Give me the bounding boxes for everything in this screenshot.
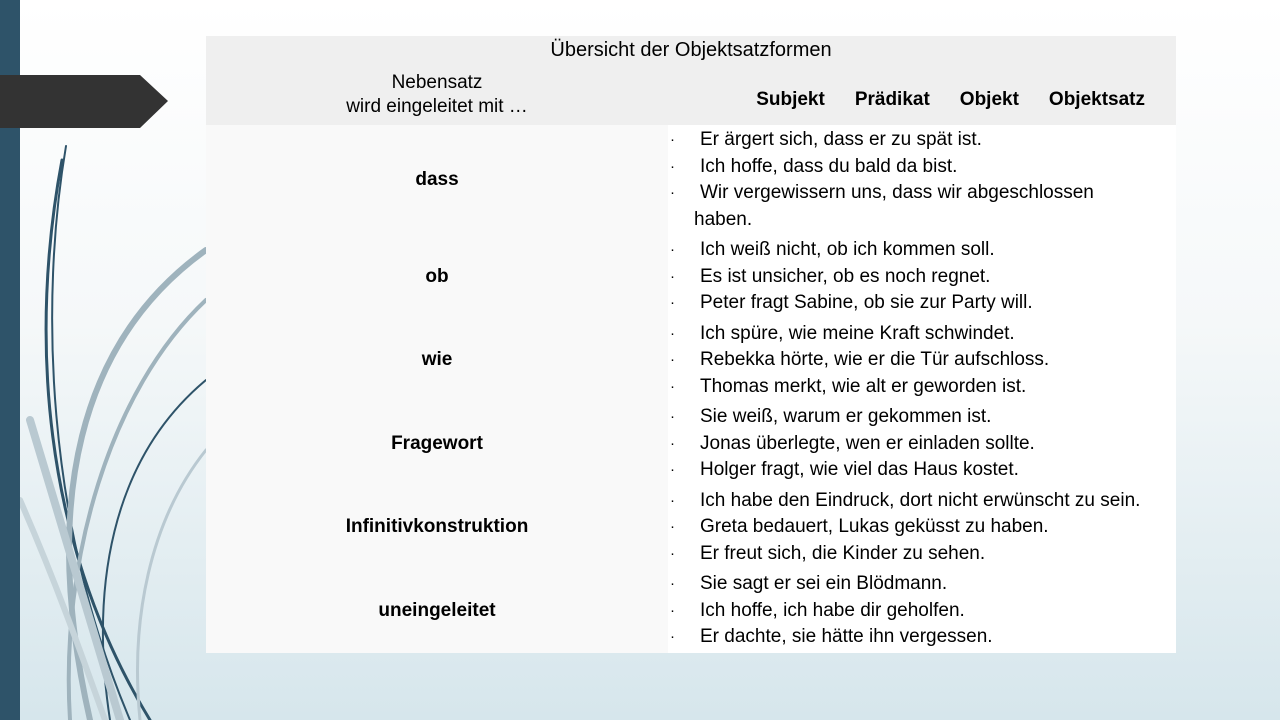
role-praedikat: Prädikat: [854, 89, 930, 110]
row-examples: [668, 486, 1176, 570]
list-item: · Ich hoffe, ich habe dir geholfen.: [668, 598, 1176, 625]
header-roles: [668, 65, 1176, 125]
row-label: dass: [206, 125, 668, 235]
bullet-icon: ·: [670, 408, 675, 425]
bullet-icon: ·: [670, 377, 675, 395]
list-item: · Rebekka hörte, wie er die Tür aufschloss.: [668, 347, 1176, 374]
list-item: · Jonas überlegte, wen er einladen sollte.: [668, 431, 1176, 458]
bullet-icon: ·: [670, 461, 675, 478]
row-label: Fragewort: [206, 402, 668, 486]
row-label: Infinitivkonstruktion: [206, 486, 668, 570]
table-row: [206, 125, 1176, 235]
list-item: · Ich spüre, wie meine Kraft schwindet.: [668, 321, 1176, 348]
bullet-icon: ·: [670, 434, 675, 452]
list-item: · Er freut sich, die Kinder zu sehen.: [668, 541, 1176, 568]
bullet-icon: ·: [670, 544, 675, 562]
list-item: · Sie weiß, warum er gekommen ist.: [668, 404, 1176, 431]
row-examples: [668, 235, 1176, 319]
list-item: · Er dachte, sie hätte ihn vergessen.: [668, 624, 1176, 651]
row-examples: [668, 569, 1176, 653]
header-nebensatz-line2: wird eingeleitet mit …: [346, 96, 528, 117]
bullet-icon: ·: [670, 294, 675, 311]
list-item: · Ich weiß nicht, ob ich kommen soll.: [668, 237, 1176, 264]
list-item: · Ich hoffe, dass du bald da bist.: [668, 154, 1176, 181]
bullet-icon: ·: [670, 241, 675, 258]
role-objektsatz: Objektsatz: [1048, 89, 1146, 110]
list-item: · Holger fragt, wie viel das Haus kostet.: [668, 457, 1176, 484]
list-item: · Sie sagt er sei ein Blödmann.: [668, 571, 1176, 598]
table-title: Übersicht der Objektsatzformen: [206, 36, 1176, 65]
arrow-tab: [0, 75, 168, 128]
bullet-icon: ·: [670, 131, 675, 148]
role-objekt: Objekt: [959, 89, 1019, 110]
list-item: · Es ist unsicher, ob es noch regnet.: [668, 264, 1176, 291]
list-item: · Er ärgert sich, dass er zu spät ist.: [668, 127, 1176, 154]
header-nebensatz-line1: Nebensatz: [391, 72, 483, 93]
table-row: [206, 569, 1176, 653]
role-subjekt: Subjekt: [756, 89, 825, 110]
bullet-icon: ·: [670, 491, 675, 509]
bullet-icon: ·: [670, 157, 675, 175]
list-item: · Peter fragt Sabine, ob sie zur Party will.: [668, 290, 1176, 317]
row-label: ob: [206, 235, 668, 319]
list-item: · Greta bedauert, Lukas geküsst zu haben.: [668, 514, 1176, 541]
overview-table: [206, 36, 1176, 653]
table-row: [206, 319, 1176, 403]
row-label: uneingeleitet: [206, 569, 668, 653]
list-item: · Ich habe den Eindruck, dort nicht erwünscht zu sein.: [668, 488, 1176, 515]
row-examples: [668, 125, 1176, 235]
bullet-icon: ·: [670, 184, 675, 201]
row-label: wie: [206, 319, 668, 403]
list-item: · Thomas merkt, wie alt er geworden ist.: [668, 374, 1176, 401]
bullet-icon: ·: [670, 324, 675, 342]
bullet-icon: ·: [670, 267, 675, 285]
table-row: [206, 402, 1176, 486]
table-row: [206, 486, 1176, 570]
bullet-icon: ·: [670, 628, 675, 645]
bullet-icon: ·: [670, 351, 675, 368]
row-examples: [668, 319, 1176, 403]
bullet-icon: ·: [670, 601, 675, 619]
table-row: [206, 235, 1176, 319]
row-examples: [668, 402, 1176, 486]
bullet-icon: ·: [670, 518, 675, 535]
bullet-icon: ·: [670, 575, 675, 592]
list-item: · Wir vergewissern uns, dass wir abgeschlossen haben.: [670, 182, 1094, 230]
header-nebensatz: [206, 65, 668, 125]
